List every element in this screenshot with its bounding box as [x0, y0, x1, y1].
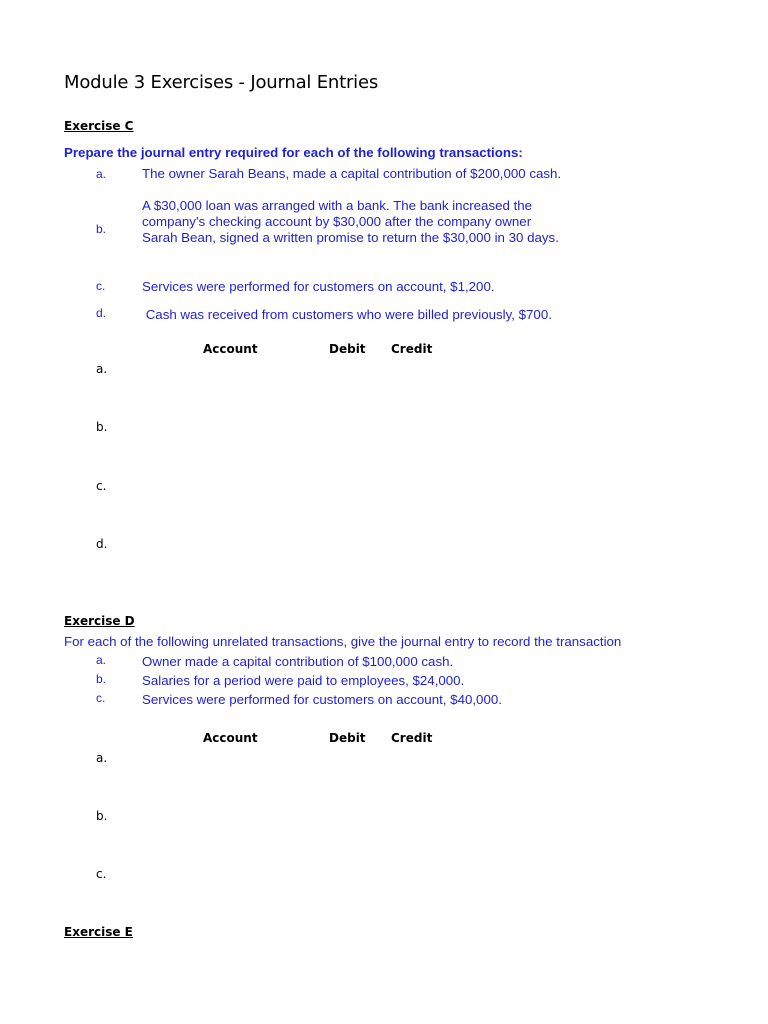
item-letter: c.	[96, 279, 106, 293]
item-text: A $30,000 loan was arranged with a bank. The bank increased the company's checking account by $30,000 after the company owner Sarah Bean, signed a written promise to return the $30,000 in 30 days.	[142, 198, 559, 245]
item-letter: d.	[96, 306, 107, 320]
item-text: Salaries for a period were paid to employees, $24,000.	[142, 673, 465, 688]
page-title: Module 3 Exercises - Journal Entries	[64, 72, 379, 93]
item-text: Owner made a capital contribution of $100,000 cash.	[142, 654, 454, 669]
item-letter: a.	[96, 653, 107, 667]
exercise-d-instructions: For each of the following unrelated transactions, give the journal entry to record the transaction	[64, 634, 622, 649]
credit-column-header: Credit	[391, 342, 433, 356]
item-letter: c.	[96, 691, 106, 705]
debit-column-header: Debit	[329, 731, 366, 745]
item-letter: a.	[96, 167, 107, 181]
table-row: c.	[96, 867, 107, 881]
exercise-d-heading: Exercise D	[64, 614, 135, 628]
exercise-c-instructions: Prepare the journal entry required for each of the following transactions:	[64, 145, 523, 160]
table-row: b.	[96, 809, 108, 823]
item-text: Services were performed for customers on account, $40,000.	[142, 692, 502, 707]
item-text: Services were performed for customers on account, $1,200.	[142, 279, 495, 294]
credit-column-header: Credit	[391, 731, 433, 745]
table-row: a.	[96, 362, 108, 376]
item-letter: b.	[96, 222, 107, 236]
table-row: b.	[96, 420, 108, 434]
account-column-header: Account	[203, 731, 258, 745]
debit-column-header: Debit	[329, 342, 366, 356]
exercise-c-heading: Exercise C	[64, 119, 134, 133]
item-text: Cash was received from customers who were billed previously, $700.	[142, 307, 552, 322]
account-column-header: Account	[203, 342, 258, 356]
table-row: a.	[96, 751, 108, 765]
item-letter: b.	[96, 672, 107, 686]
exercise-e-heading: Exercise E	[64, 925, 133, 939]
table-row: c.	[96, 479, 107, 493]
item-text: The owner Sarah Beans, made a capital contribution of $200,000 cash.	[142, 166, 562, 181]
table-row: d.	[96, 537, 108, 551]
